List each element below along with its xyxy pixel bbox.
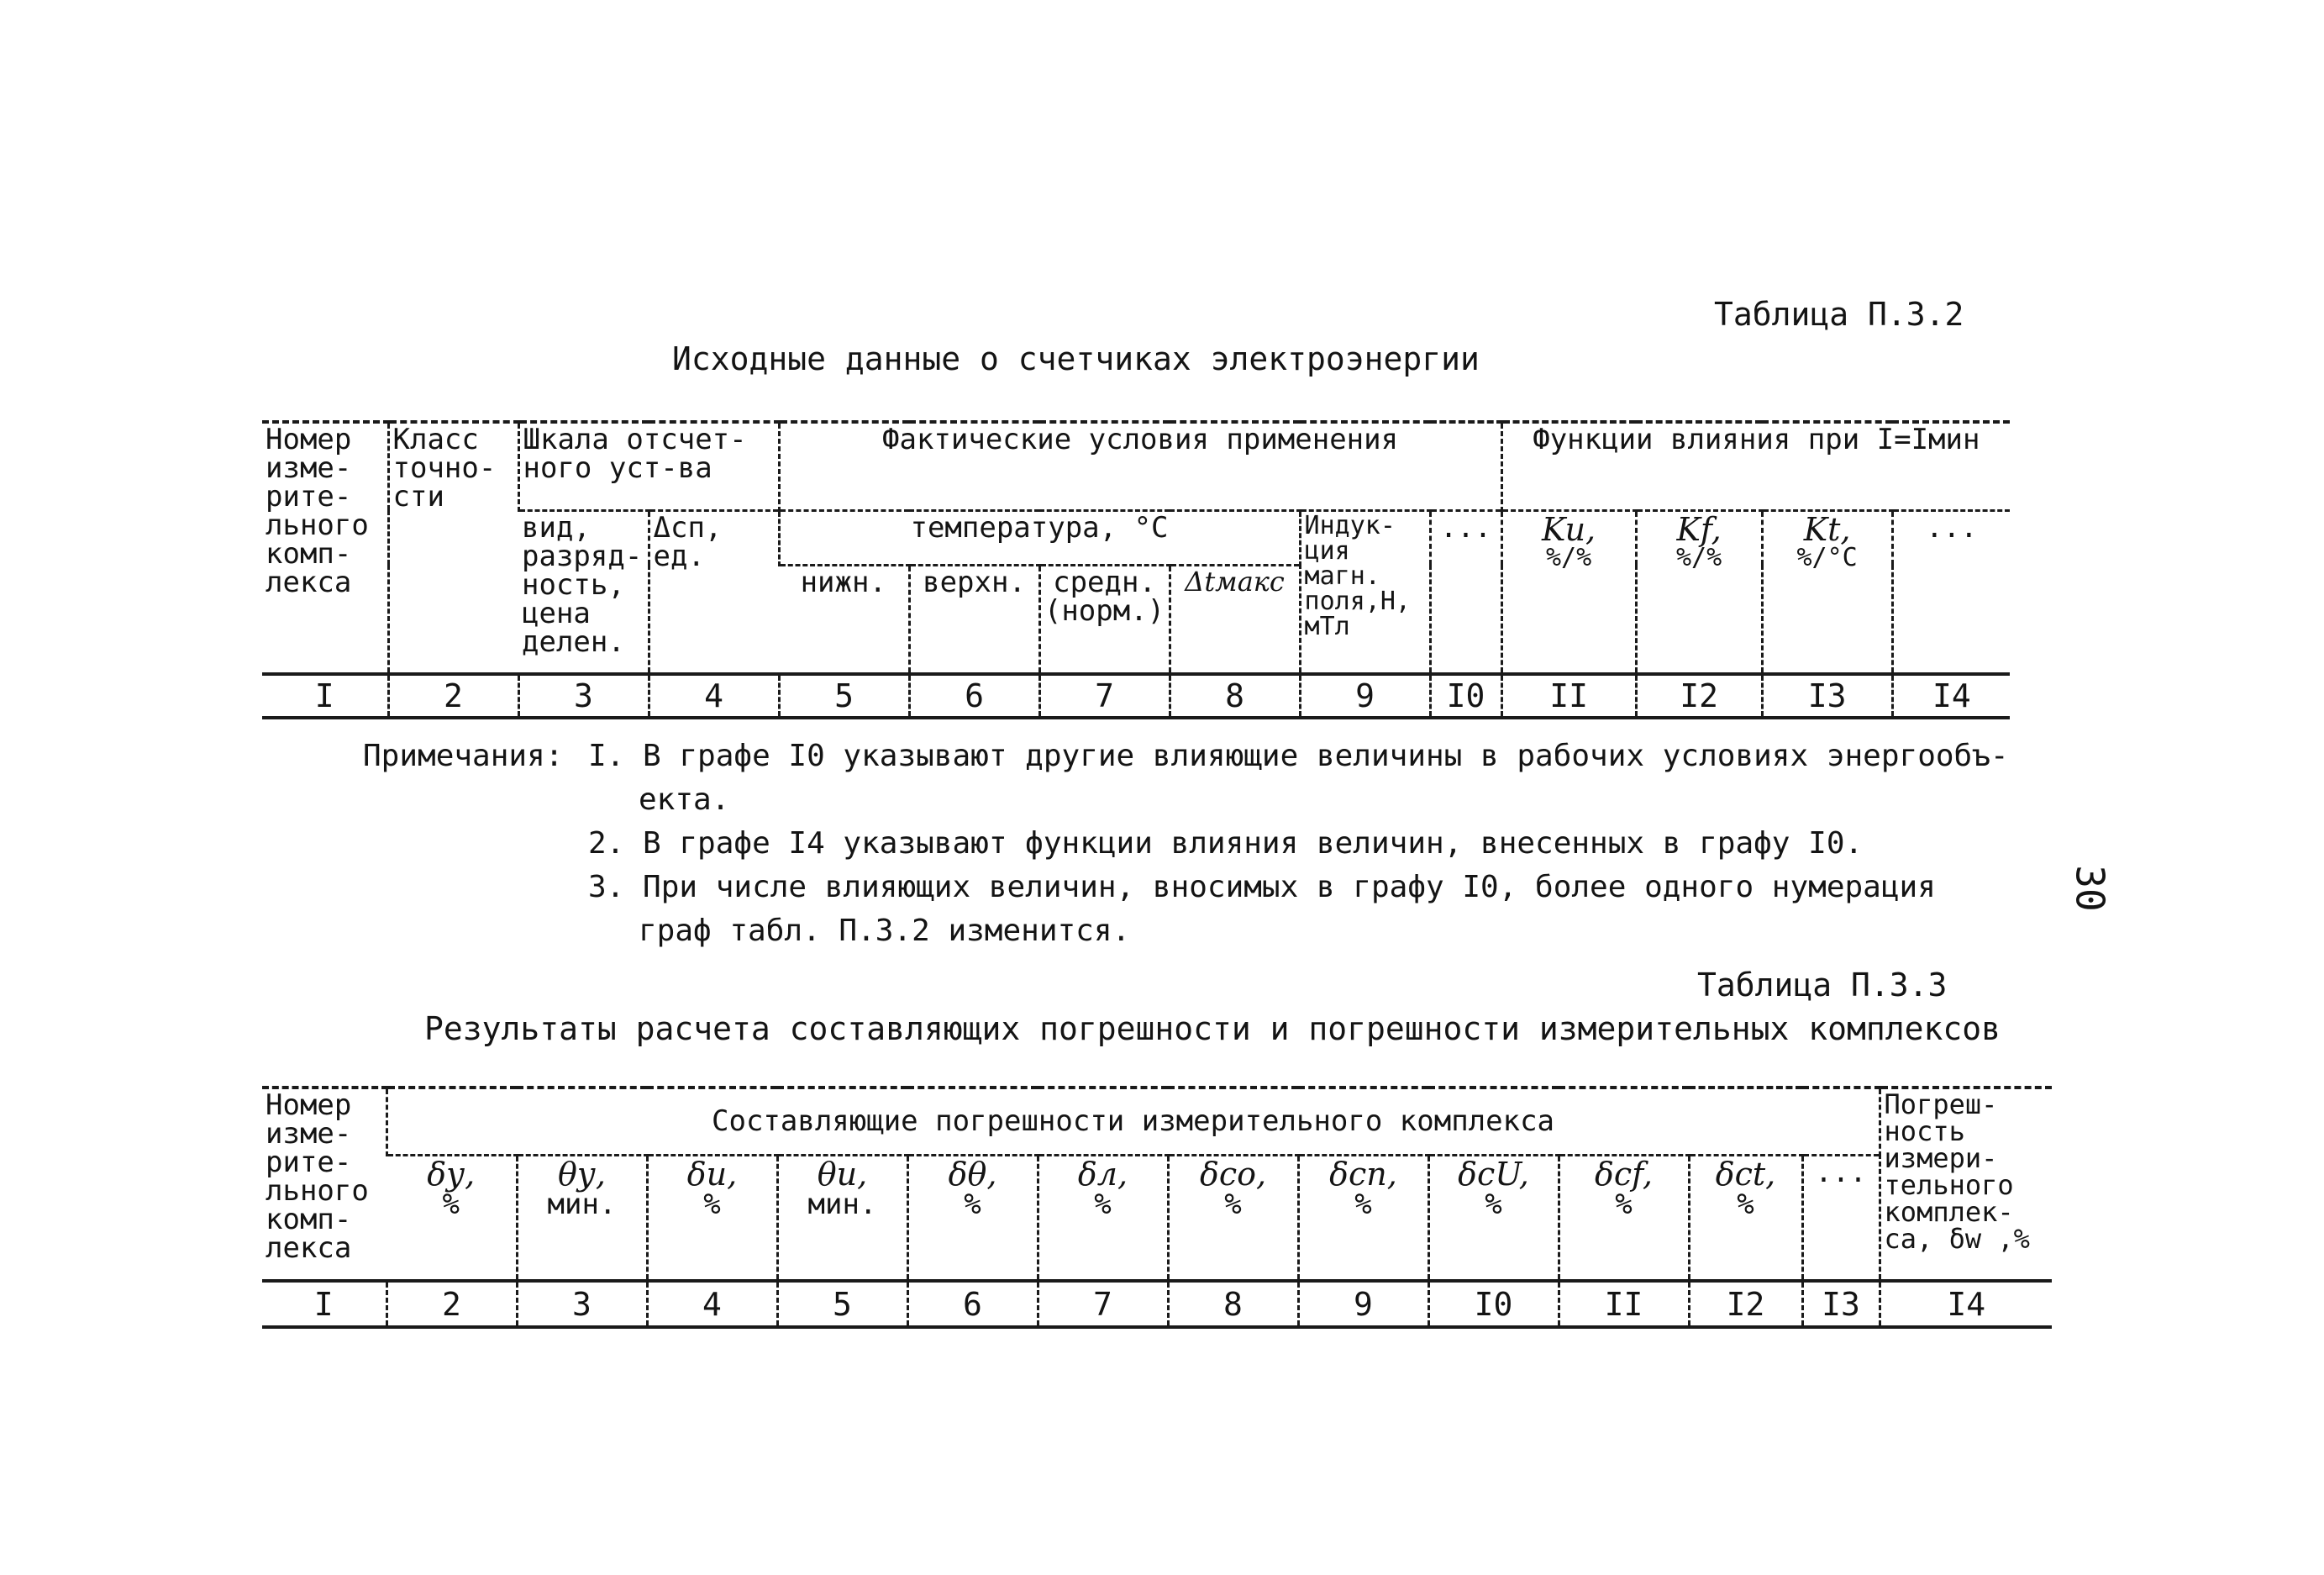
table1-title: Исходные данные о счетчиках электроэнергии bbox=[672, 340, 1480, 377]
note-item: граф табл. П.3.2 изменится. bbox=[639, 914, 1131, 948]
k-t-symbol: Kt, bbox=[1803, 510, 1851, 548]
t1-header-temperature: температура, °C bbox=[779, 510, 1300, 565]
component-symbol: δct, bbox=[1715, 1155, 1776, 1193]
t1-header-infl-more: ... bbox=[1892, 510, 2010, 674]
t2-colnum: I2 bbox=[1689, 1281, 1802, 1327]
component-symbol: δu, bbox=[686, 1155, 738, 1193]
t2-component bbox=[1559, 1155, 1689, 1281]
component-unit: % bbox=[1354, 1187, 1372, 1221]
t2-component bbox=[386, 1155, 517, 1281]
k-f-symbol: Kf, bbox=[1676, 510, 1722, 548]
k-f-unit: %/% bbox=[1675, 542, 1722, 572]
t1-colnum: 6 bbox=[909, 674, 1039, 718]
t1-header-scale-group: Шкала отсчет- ного уст-ва bbox=[518, 422, 779, 510]
t2-colnum: I4 bbox=[1880, 1281, 2052, 1327]
component-unit: мин. bbox=[807, 1187, 877, 1221]
component-unit: мин. bbox=[547, 1187, 617, 1221]
component-unit: % bbox=[442, 1187, 460, 1221]
t1-header-influence-group: Функции влияния при I=Iмин bbox=[1501, 422, 2010, 510]
note-item: 3. При числе влияющих величин, вносимых в графу I0, более одного нумерация bbox=[588, 870, 1936, 904]
t2-colnum: II bbox=[1559, 1281, 1689, 1327]
k-u-symbol: Ku, bbox=[1542, 510, 1596, 548]
t1-header-complex-number: Номер изме- рите- льного комп- лекса bbox=[262, 422, 388, 674]
t1-colnum: I3 bbox=[1762, 674, 1892, 718]
t1-header-temp-high: верхн. bbox=[909, 565, 1039, 674]
t2-component bbox=[1038, 1155, 1168, 1281]
t2-colnum: 5 bbox=[777, 1281, 907, 1327]
component-unit: % bbox=[703, 1187, 721, 1221]
t1-colnum: 5 bbox=[779, 674, 909, 718]
t1-colnum: 8 bbox=[1170, 674, 1300, 718]
t2-colnum: 2 bbox=[386, 1281, 517, 1327]
t1-header-k-t bbox=[1762, 510, 1892, 674]
note-item: I. В графе I0 указывают другие влияющие величины в рабочих условиях энергообъ- bbox=[588, 739, 2009, 773]
t2-header-components-group: Составляющие погрешности измерительного комплекса bbox=[386, 1088, 1880, 1155]
t1-colnum: I2 bbox=[1636, 674, 1762, 718]
component-symbol: δсп, bbox=[1329, 1155, 1397, 1193]
t2-component bbox=[1689, 1155, 1802, 1281]
component-symbol: θу, bbox=[558, 1155, 606, 1193]
component-symbol: δу, bbox=[427, 1155, 476, 1193]
note-item: екта. bbox=[639, 782, 730, 817]
t1-header-conditions-group: Фактические условия применения bbox=[779, 422, 1501, 510]
t1-header-temp-delta: Δtмакс bbox=[1170, 565, 1300, 674]
note-item: 2. В графе I4 указывают функции влияния величин, внесенных в графу I0. bbox=[588, 826, 1864, 861]
component-unit: % bbox=[1615, 1187, 1633, 1221]
t2-colnum: I0 bbox=[1428, 1281, 1559, 1327]
component-symbol: δθ, bbox=[948, 1155, 997, 1193]
component-symbol: θu, bbox=[817, 1155, 868, 1193]
table2-label: Таблица П.3.3 bbox=[1697, 967, 1948, 1003]
k-t-unit: %/°C bbox=[1796, 542, 1858, 572]
component-symbol: δл, bbox=[1077, 1155, 1128, 1193]
t2-colnum: I bbox=[262, 1281, 386, 1327]
component-symbol: ... bbox=[1815, 1155, 1867, 1189]
component-symbol: δсf, bbox=[1595, 1155, 1653, 1193]
t2-component-more bbox=[1802, 1155, 1880, 1281]
t1-header-scale-kind: вид, разряд- ность, цена делен. bbox=[518, 510, 649, 674]
t1-colnum: 2 bbox=[388, 674, 518, 718]
t2-colnum: I3 bbox=[1802, 1281, 1880, 1327]
t1-header-k-f bbox=[1636, 510, 1762, 674]
t1-header-cond-more: ... bbox=[1430, 510, 1501, 674]
t2-component bbox=[1168, 1155, 1298, 1281]
t1-colnum: I0 bbox=[1430, 674, 1501, 718]
t1-header-temp-low: нижн. bbox=[779, 565, 909, 674]
table2 bbox=[262, 1086, 2052, 1329]
t2-component bbox=[1428, 1155, 1559, 1281]
t2-colnum: 6 bbox=[907, 1281, 1038, 1327]
component-symbol: δсо, bbox=[1199, 1155, 1267, 1193]
component-unit: % bbox=[1737, 1187, 1754, 1221]
t2-component bbox=[647, 1155, 777, 1281]
table2-title: Результаты расчета составляющих погрешности и погрешности измерительных комплексов bbox=[424, 1010, 2001, 1047]
table1-label: Таблица П.3.2 bbox=[1714, 296, 1964, 333]
k-u-unit: %/% bbox=[1545, 542, 1592, 572]
component-unit: % bbox=[1485, 1187, 1502, 1221]
component-unit: % bbox=[964, 1187, 981, 1221]
t1-header-scale-delta: Δсп, ед. bbox=[649, 510, 779, 674]
t2-component bbox=[1298, 1155, 1428, 1281]
table1 bbox=[262, 420, 2010, 719]
t1-colnum: 7 bbox=[1039, 674, 1170, 718]
t2-colnum: 3 bbox=[517, 1281, 647, 1327]
t1-header-induction: Индук- ция магн. поля,Н, мТл bbox=[1300, 510, 1430, 674]
t2-colnum: 4 bbox=[647, 1281, 777, 1327]
t2-header-complex-number: Номер изме- рите- льного комп- лекса bbox=[262, 1088, 386, 1281]
t1-colnum: I bbox=[262, 674, 388, 718]
t1-colnum: II bbox=[1501, 674, 1636, 718]
t1-colnum: 4 bbox=[649, 674, 779, 718]
t1-header-temp-mid: средн. (норм.) bbox=[1039, 565, 1170, 674]
t1-header-k-u bbox=[1501, 510, 1636, 674]
t1-header-accuracy-class: Класс точно- сти bbox=[388, 422, 518, 674]
t1-colnum: I4 bbox=[1892, 674, 2010, 718]
t1-colnum: 9 bbox=[1300, 674, 1430, 718]
notes-heading: Примечания: bbox=[363, 739, 564, 773]
t2-component bbox=[517, 1155, 647, 1281]
t2-component bbox=[777, 1155, 907, 1281]
component-symbol: δсU, bbox=[1458, 1155, 1529, 1193]
t2-colnum: 7 bbox=[1038, 1281, 1168, 1327]
t2-colnum: 9 bbox=[1298, 1281, 1428, 1327]
component-unit: % bbox=[1224, 1187, 1242, 1221]
t2-header-total-error: Погреш- ность измери- тельного комплек- са, δw ,% bbox=[1880, 1088, 2052, 1281]
component-unit: % bbox=[1094, 1187, 1112, 1221]
t2-component bbox=[907, 1155, 1038, 1281]
t1-colnum: 3 bbox=[518, 674, 649, 718]
t2-colnum: 8 bbox=[1168, 1281, 1298, 1327]
page-number: 30 bbox=[2067, 865, 2113, 912]
